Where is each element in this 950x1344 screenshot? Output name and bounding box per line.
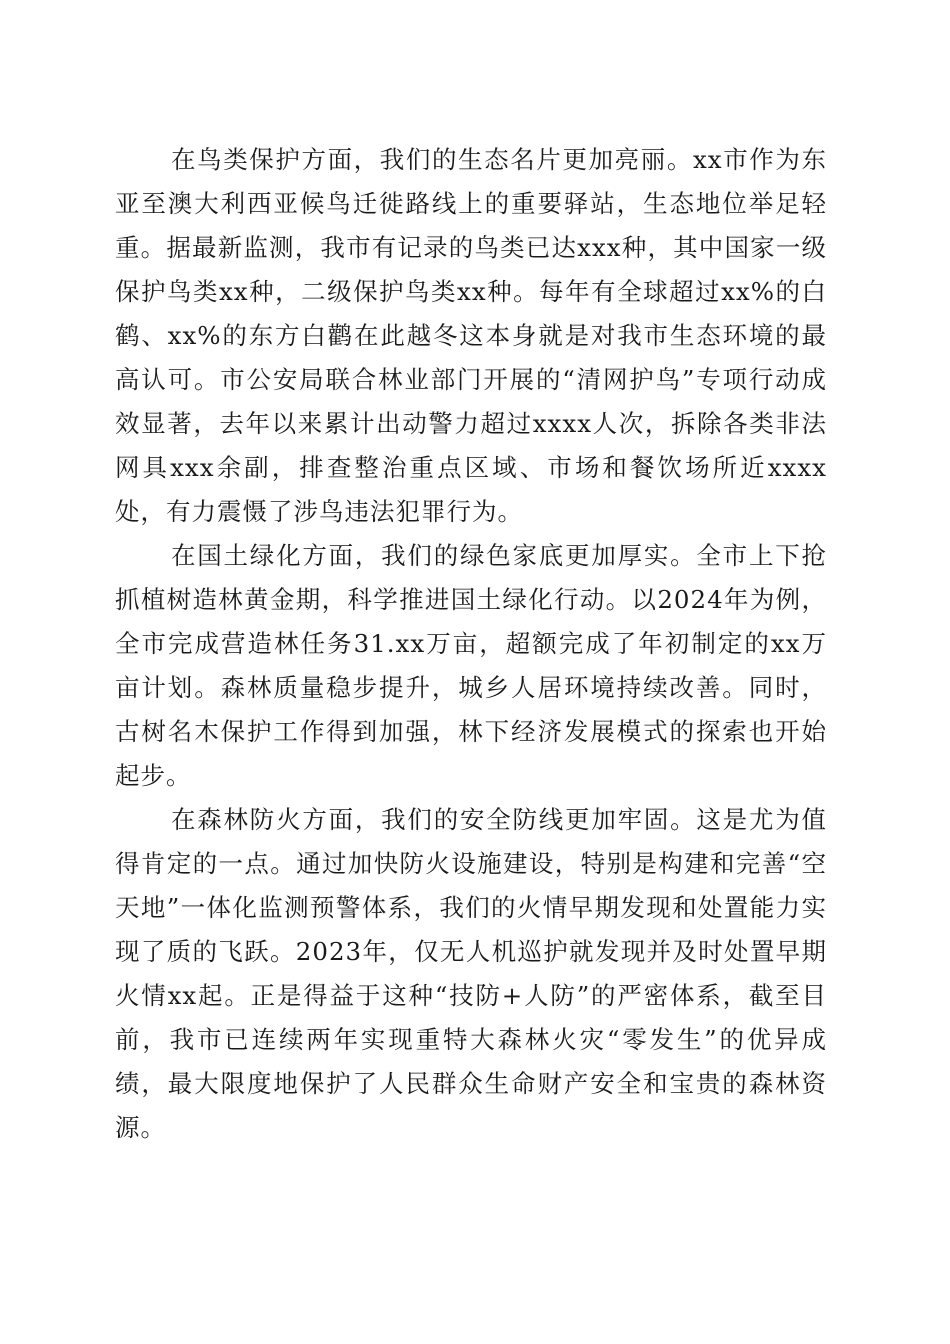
paragraph-forest-fire-prevention: 在森林防火方面，我们的安全防线更加牢固。这是尤为值得肯定的一点。通过加快防火设施建设，特别是构建和完善“空天地”一体化监测预警体系，我们的火情早期发现和处置能力实现了质的飞跃。2023年，仅无人机巡护就发现并及时处置早期火情xx起。正是得益于这种“技防+人防”的严密体系，截至目前，我市已连续两年实现重特大森林火灾“零发生”的优异成绩，最大限度地保护了人民群众生命财产安全和宝贵的森林资源。: [115, 805, 827, 1142]
paragraph-bird-protection: 在鸟类保护方面，我们的生态名片更加亮丽。xx市作为东亚至澳大利西亚候鸟迁徙路线上的重要驿站，生态地位举足轻重。据最新监测，我市有记录的鸟类已达xxx种，其中国家一级保护鸟类xx种，二级保护鸟类xx种。每年有全球超过xx%的白鹤、xx%的东方白鹳在此越冬这本身就是对我市生态环境的最高认可。市公安局联合林业部门开展的“清网护鸟”专项行动成效显著，去年以来累计出动警力超过xxxx人次，拆除各类非法网具xxx余副，排查整治重点区域、市场和餐饮场所近xxxx处，有力震慑了涉鸟违法犯罪行为。: [115, 145, 827, 526]
document-body: [115, 138, 827, 1150]
paragraph-land-greening: 在国土绿化方面，我们的绿色家底更加厚实。全市上下抢抓植树造林黄金期，科学推进国土绿化行动。以2024年为例，全市完成营造林任务31.xx万亩，超额完成了年初制定的xx万亩计划。森林质量稳步提升，城乡人居环境持续改善。同时，古树名木保护工作得到加强，林下经济发展模式的探索也开始起步。: [115, 541, 827, 790]
